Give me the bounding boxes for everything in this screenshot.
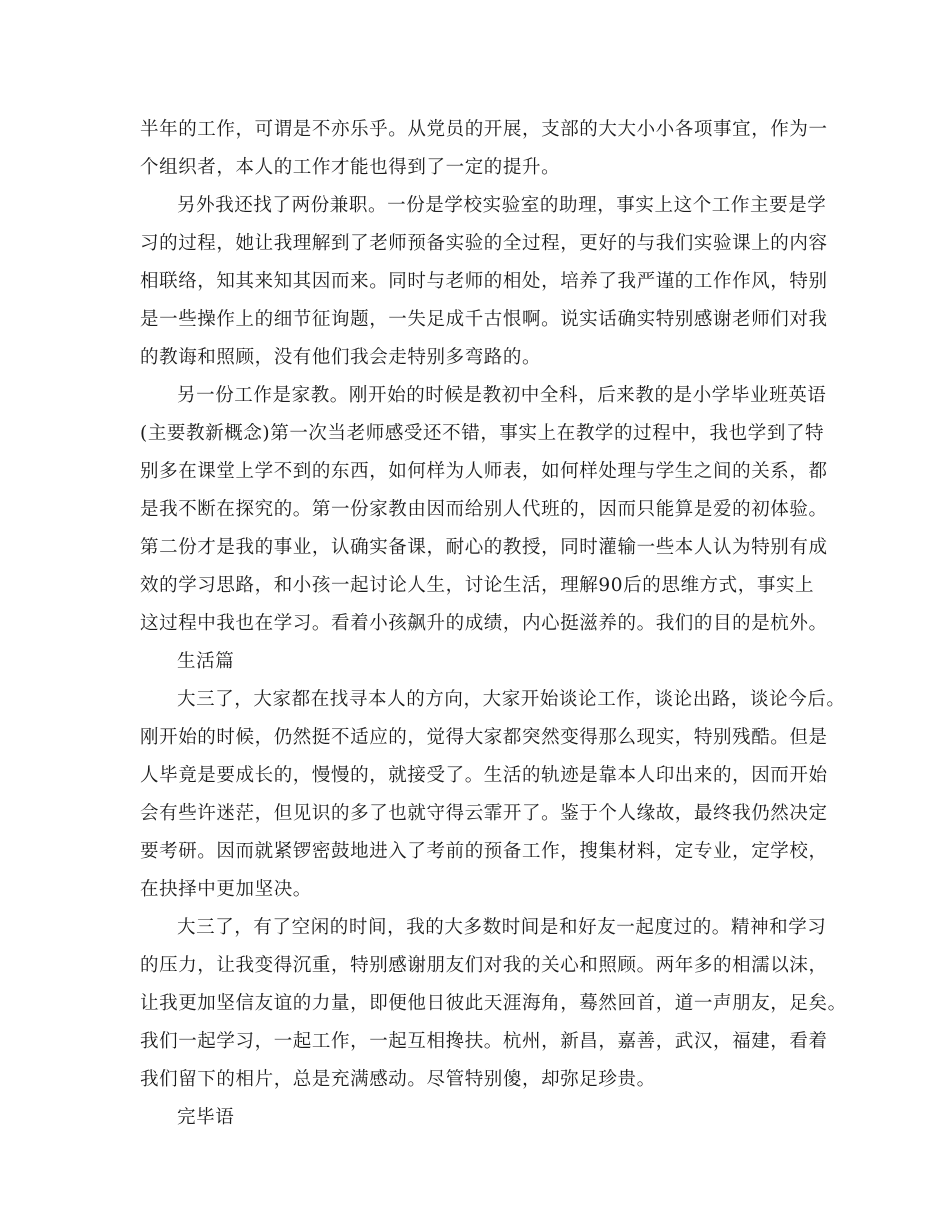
text-line: 相联络，知其来知其因而来。同时与老师的相处，培养了我严谨的工作作风，特别 (140, 271, 828, 292)
text-line: 别多在课堂上学不到的东西，如何样为人师表，如何样处理与学生之间的关系，都 (140, 461, 828, 482)
text-line: 是我不断在探究的。第一份家教由因而给别人代班的，因而只能算是爱的初体验。 (140, 499, 828, 520)
text-line: 大三了，有了空闲的时间，我的大多数时间是和好友一起度过的。精神和学习 (177, 917, 827, 938)
text-line: 要考研。因而就紧锣密鼓地进入了考前的预备工作，搜集材料，定专业，定学校， (140, 841, 828, 862)
text-line: 在抉择中更加坚决。 (140, 879, 312, 900)
text-line: 刚开始的时候，仍然挺不适应的，觉得大家都突然变得那么现实，特别残酷。但是 (140, 727, 828, 748)
text-line: 让我更加坚信友谊的力量，即便他日彼此天涯海角，蓦然回首，道一声朋友，足矣。 (140, 993, 847, 1014)
text-line: 我们留下的相片，总是充满感动。尽管特别傻，却弥足珍贵。 (140, 1069, 656, 1090)
text-line: 另一份工作是家教。刚开始的时候是教初中全科，后来教的是小学毕业班英语 (177, 385, 827, 406)
text-line: 人毕竟是要成长的，慢慢的，就接受了。生活的轨迹是靠本人印出来的，因而开始 (140, 765, 828, 786)
text-line: 第二份才是我的事业，认确实备课，耐心的教授，同时灌输一些本人认为特别有成 (140, 537, 828, 558)
text-line: 个组织者，本人的工作才能也得到了一定的提升。 (140, 157, 561, 178)
text-line: 大三了，大家都在找寻本人的方向，大家开始谈论工作，谈论出路，谈论今后。 (177, 689, 846, 710)
text-line: 是一些操作上的细节征询题，一失足成千古恨啊。说实话确实特别感谢老师们对我 (140, 309, 828, 330)
text-line: 的压力，让我变得沉重，特别感谢朋友们对我的关心和照顾。两年多的相濡以沫， (140, 955, 828, 976)
text-line: 半年的工作，可谓是不亦乐乎。从党员的开展，支部的大大小小各项事宜，作为一 (140, 119, 828, 140)
text-line: 的教诲和照顾，没有他们我会走特别多弯路的。 (140, 347, 542, 368)
text-line: 会有些许迷茫，但见识的多了也就守得云霏开了。鉴于个人缘故，最终我仍然决定 (140, 803, 828, 824)
text-line: 效的学习思路，和小孩一起讨论人生，讨论生活，理解90后的思维方式，事实上 (140, 575, 815, 596)
section-heading: 生活篇 (177, 651, 235, 672)
text-line: 另外我还找了两份兼职。一份是学校实验室的助理，事实上这个工作主要是学 (177, 195, 827, 216)
text-line: 习的过程，她让我理解到了老师预备实验的全过程，更好的与我们实验课上的内容 (140, 233, 828, 254)
text-line: 这过程中我也在学习。看着小孩飙升的成绩，内心挺滋养的。我们的目的是杭外。 (140, 613, 828, 634)
section-heading: 完毕语 (177, 1107, 235, 1128)
text-line: (主要教新概念)第一次当老师感受还不错，事实上在教学的过程中，我也学到了特 (140, 423, 825, 444)
text-line: 我们一起学习，一起工作，一起互相搀扶。杭州，新昌，嘉善，武汉，福建，看着 (140, 1031, 828, 1052)
